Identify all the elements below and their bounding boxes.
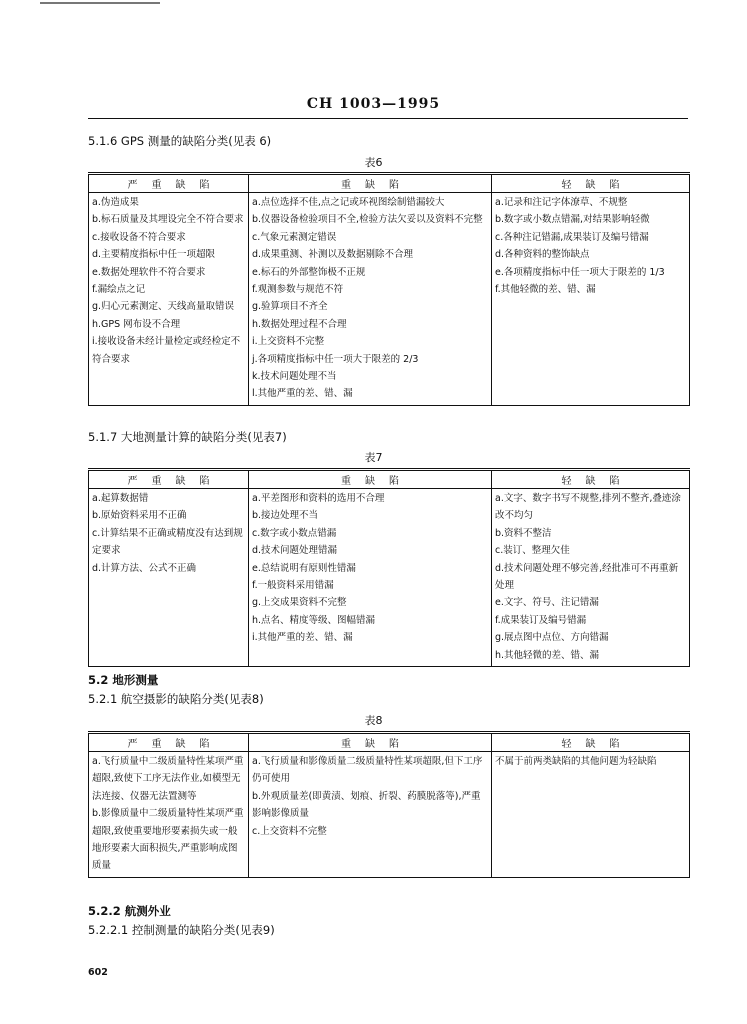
critical-defects-cell [89,489,249,667]
list-item: g.验算项目不齐全 [252,301,328,313]
list-item: b.接边处理不当 [252,510,319,522]
list-item: h.点名、精度等级、图幅错漏 [252,614,376,626]
list-item: j.各项精度指标中任一项大于限差的 2/3 [252,353,419,365]
major-defects-cell [249,193,492,406]
table-header-row [89,470,690,489]
list-item: c.气象元素测定错误 [252,231,337,243]
table-7 [88,468,690,667]
list-item: c.装订、整理欠佳 [495,545,570,557]
table-header-row [89,174,690,193]
list-item: d.各种资料的整饰缺点 [495,249,590,261]
header-critical-defect: 严重缺陷 [89,733,249,752]
table-6 [88,172,690,406]
list-item: a.记录和注记字体潦草、不规整 [495,197,628,208]
section-5-1-6-heading: 5.1.6 GPS 测量的缺陷分类(见表 6) [88,134,272,148]
list-item: g.归心元素测定、天线高量取错误 [92,301,235,313]
section-5-2-2-heading: 5.2.2 航测外业 [88,904,171,918]
list-item: a.飞行质量和影像质量二级质量特性某项超限,但下工序仍可使用 [252,756,483,785]
list-item: f.其他轻微的差、错、漏 [495,284,596,296]
list-item: i.接收设备未经计量检定或经检定不符合要求 [92,336,241,365]
list-item: e.各项精度指标中任一项大于限差的 1/3 [495,266,665,278]
header-rule [88,118,688,119]
table-8-caption: 表8 [364,714,383,727]
list-item: a.飞行质量中二级质量特性某项严重超限,致使下工序无法作业,如模型无法连接、仪器无法置测等 [92,756,244,802]
list-item: b.资料不整洁 [495,527,552,539]
list-item: k.技术问题处理不当 [252,371,337,383]
header-major-defect: 重缺陷 [249,470,492,489]
standard-code: CH 1003—1995 [306,96,441,112]
list-item: e.总结说明有原则性错漏 [252,562,356,574]
list-item: i.上交资料不完整 [252,336,325,348]
table-8 [88,731,690,878]
list-item: f.一般资料采用错漏 [252,580,334,592]
list-item: a.文字、数字书写不规整,排列不整齐,叠迹涂改不均匀 [495,493,681,522]
minor-defects-cell [492,489,690,667]
list-item: f.观测参数与规范不符 [252,284,344,296]
header-major-defect: 重缺陷 [249,733,492,752]
header-major-defect: 重缺陷 [249,174,492,193]
critical-defects-cell [89,752,249,878]
list-item: d.技术问题处理不够完善,经批准可不再重新处理 [495,562,679,592]
section-5-1-7-heading: 5.1.7 大地测量计算的缺陷分类(见表7) [88,430,287,444]
list-item: b.标石质量及其埋设完全不符合要求 [92,214,244,226]
page-number: 602 [88,967,108,978]
list-item: e.数据处理软件不符合要求 [92,266,206,278]
critical-defects-cell [89,193,249,406]
list-item: g.展点图中点位、方向错漏 [495,632,609,644]
section-5-2-2-1-heading: 5.2.2.1 控制测量的缺陷分类(见表9) [88,923,275,937]
major-defects-cell [249,752,492,878]
header-critical-defect: 严重缺陷 [89,174,249,193]
list-item: d.计算方法、公式不正确 [92,562,197,574]
list-item: f.漏绘点之记 [92,284,146,296]
list-item: c.上交资料不完整 [252,825,327,837]
list-item: e.标石的外部整饰极不正规 [252,266,366,278]
list-item: c.数字或小数点错漏 [252,527,337,539]
list-item: l.其他严重的差、错、漏 [252,388,353,400]
list-item: b.原始资料采用不正确 [92,510,187,522]
list-item: d.成果重测、补测以及数据剔除不合理 [252,249,414,261]
table-header-row [89,733,690,752]
minor-defects-cell [492,752,690,878]
list-item: a.伪造成果 [92,197,139,208]
section-5-2-1-heading: 5.2.1 航空摄影的缺陷分类(见表8) [88,692,264,706]
list-item: c.各种注记错漏,成果装订及编号错漏 [495,231,649,243]
table-row [89,489,690,667]
list-item: d.技术问题处理错漏 [252,545,338,557]
list-item: e.文字、符号、注记错漏 [495,597,599,609]
list-item: b.外观质量差(即黄渍、划痕、折裂、药膜脱落等),严重影响影像质量 [252,790,481,820]
header-minor-defect: 轻缺陷 [492,174,690,193]
list-item: d.主要精度指标中任一项超限 [92,249,216,261]
section-5-2-heading: 5.2 地形测量 [88,673,159,687]
header-critical-defect: 严重缺陷 [89,470,249,489]
list-item: a.点位选择不佳,点之记或环视图绘制错漏较大 [252,197,445,208]
table-7-caption: 表7 [364,451,383,464]
list-item: c.计算结果不正确或精度没有达到规定要求 [92,527,243,557]
scan-artifact [40,2,160,4]
list-item: b.影像质量中二级质量特性某项严重超限,致使重要地形要素损失或一般地形要素大面积损失,严重影响成图质量 [92,808,244,872]
table-6-caption: 表6 [364,156,383,169]
header-minor-defect: 轻缺陷 [492,470,690,489]
list-item: h.数据处理过程不合理 [252,318,347,330]
list-item: h.其他轻微的差、错、漏 [495,649,600,661]
list-item: h.GPS 网布设不合理 [92,318,181,330]
table-row [89,193,690,406]
list-item: g.上交成果资料不完整 [252,597,347,609]
list-item: b.仪器设备检验项目不全,检验方法欠妥以及资料不完整 [252,214,483,226]
major-defects-cell [249,489,492,667]
list-item: i.其他严重的差、错、漏 [252,632,353,644]
minor-defects-cell [492,193,690,406]
list-item: b.数字或小数点错漏,对结果影响轻微 [495,214,650,226]
list-item: f.成果装订及编号错漏 [495,614,587,626]
list-item: 不属于前两类缺陷的其他问题为轻缺陷 [495,756,657,767]
header-minor-defect: 轻缺陷 [492,733,690,752]
list-item: a.起算数据错 [92,493,149,504]
table-row [89,752,690,878]
list-item: a.平差图形和资料的选用不合理 [252,493,385,504]
list-item: c.接收设备不符合要求 [92,231,186,243]
